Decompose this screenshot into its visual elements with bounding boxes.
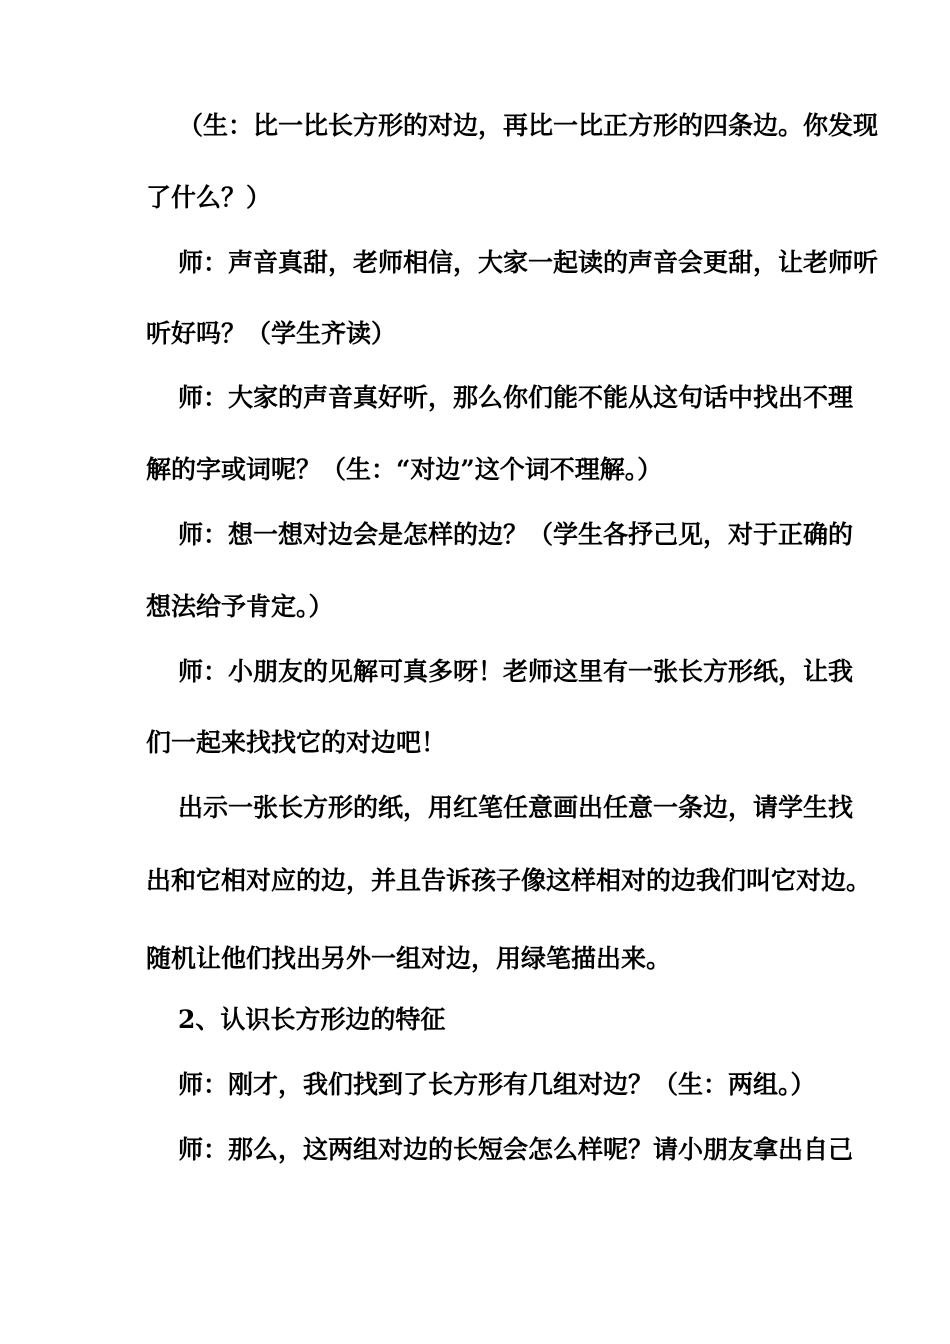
text-line-11: 出示一张长方形的纸，用红笔任意画出任意一条边，请学生找 bbox=[178, 793, 854, 822]
text-line-13: 随机让他们找出另外一组对边，用绿笔描出来。 bbox=[146, 944, 672, 973]
text-line-1: （生：比一比长方形的对边，再比一比正方形的四条边。你发现 bbox=[178, 111, 879, 140]
text-line-16: 师：那么，这两组对边的长短会怎么样呢？请小朋友拿出自己 bbox=[178, 1135, 854, 1164]
text-line-14: 2、认识长方形边的特征 bbox=[178, 1005, 446, 1034]
text-line-12: 出和它相对应的边，并且告诉孩子像这样相对的边我们叫它对边。 bbox=[146, 866, 872, 895]
text-line-9: 师：小朋友的见解可真多呀！老师这里有一张长方形纸，让我 bbox=[178, 657, 854, 686]
text-line-6: 解的字或词呢？（生：“对边”这个词不理解。） bbox=[146, 455, 663, 484]
text-line-15: 师：刚才，我们找到了长方形有几组对边？（生：两组。） bbox=[178, 1070, 816, 1099]
text-line-10: 们一起来找找它的对边吧！ bbox=[146, 728, 447, 757]
text-line-5: 师：大家的声音真好听，那么你们能不能从这句话中找出不理 bbox=[178, 383, 854, 412]
text-line-7: 师：想一想对边会是怎样的边？（学生各抒己见，对于正确的 bbox=[178, 520, 854, 549]
text-line-8: 想法给予肯定。） bbox=[146, 592, 334, 621]
text-line-2: 了什么？） bbox=[146, 183, 272, 212]
text-line-3: 师：声音真甜，老师相信，大家一起读的声音会更甜，让老师听 bbox=[178, 248, 879, 277]
text-line-4: 听好吗？（学生齐读） bbox=[146, 319, 397, 348]
